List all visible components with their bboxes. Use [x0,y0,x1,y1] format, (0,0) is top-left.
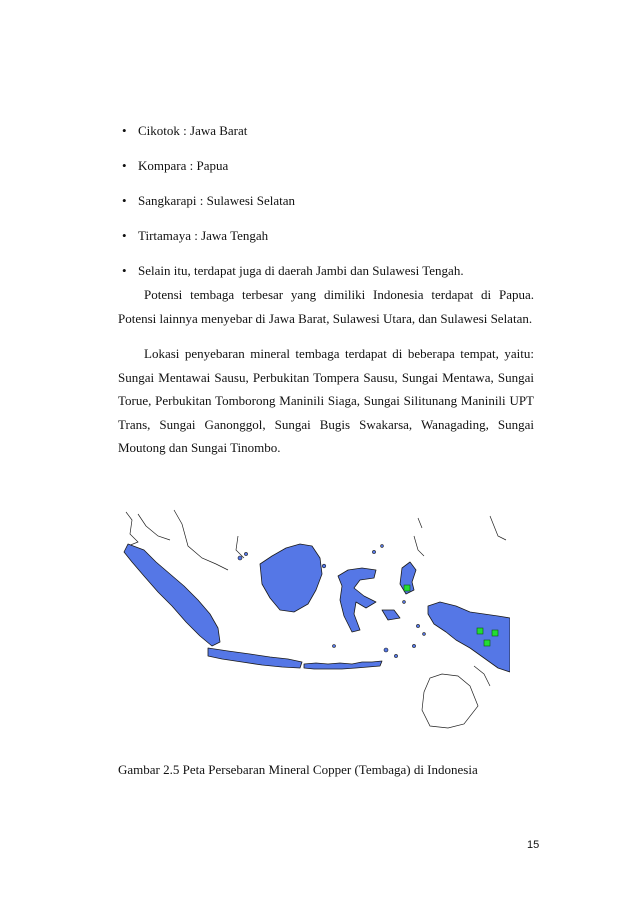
copper-site-marker [404,585,410,591]
bullet-text: Selain itu, terdapat juga di daerah Jambi dan Sulawesi Tengah. [138,263,464,278]
list-item [122,263,464,279]
paragraph-lokasi [118,342,534,460]
copper-site-marker [492,630,498,636]
paragraph-text: Lokasi penyebaran mineral tembaga terdapat di beberapa tempat, yaitu: Sungai Mentawai Sausu, Perbukitan Tompera Sausu, Sungai Mentawa, Sungai Torue, Perbukitan Tomborong Maninili Siaga, Sungai Silitunang Maninili UPT Trans, Sungai Ganonggol, Sungai Bugis Swakarsa, Wanagading, Sungai Moutong dan Sungai Tinombo. [118,346,534,455]
bullet-dot-icon: • [122,263,127,278]
lesser-sunda-islands [304,661,382,669]
bullet-dot-icon: • [122,158,127,173]
copper-site-marker [484,640,490,646]
sulawesi-island [338,568,376,632]
bullet-text: Sangkarapi : Sulawesi Selatan [138,193,296,208]
bullet-text: Kompara : Papua [138,158,229,173]
bullet-dot-icon: • [122,228,127,243]
paragraph-potensi [118,283,534,330]
list-item [122,158,229,174]
papua-island [428,602,510,672]
page-number: 15 [527,839,540,851]
kalimantan-island [260,544,322,612]
java-island [208,648,302,668]
land-areas [124,544,510,672]
list-item [122,123,248,139]
bullet-text: Cikotok : Jawa Barat [138,123,248,138]
maluku-islands [382,562,416,620]
list-item [122,193,296,209]
indonesia-copper-map [118,506,510,730]
figure-caption: Gambar 2.5 Peta Persebaran Mineral Copper (Tembaga) di Indonesia [118,762,478,777]
bullet-text: Tirtamaya : Jawa Tengah [138,228,269,243]
bullet-dot-icon: • [122,193,127,208]
paragraph-text: Potensi tembaga terbesar yang dimiliki Indonesia terdapat di Papua. Potensi lainnya menyebar di Jawa Barat, Sulawesi Utara, dan Sulawesi Selatan. [118,287,534,326]
copper-site-marker [477,628,483,634]
bullet-dot-icon: • [122,123,127,138]
list-item [122,228,269,244]
